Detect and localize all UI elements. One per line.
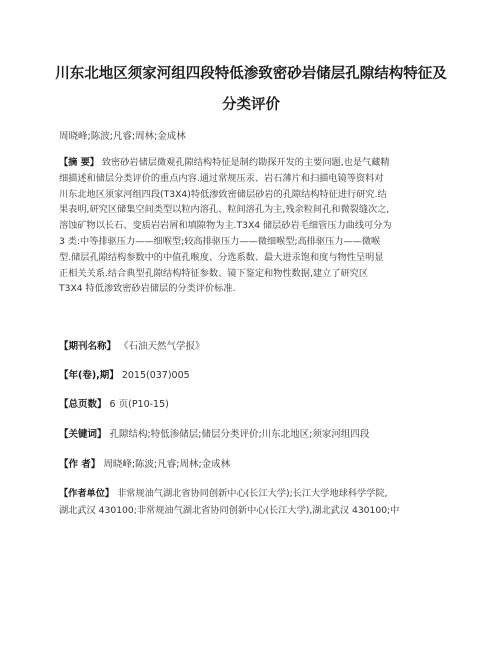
author-row [59,456,445,470]
keywords-label: 【关键词】 [59,429,107,440]
pages-label: 【总页数】 [59,399,107,410]
affiliation-text: 非常规油气湖北省协同创新中心(长江大学);长江大学地球科学学院, [117,488,388,499]
pages-row [59,396,445,410]
abstract-line: 溶蚀矿物以长石、变质岩岩屑和填隙物为主.T3X4 储层砂岩毛细管压力曲线可分为 [59,220,392,232]
author-label: 【作 者】 [59,459,101,470]
abstract-line: T3X4 特低渗致密砂岩储层的分类评价标准. [59,283,236,295]
title-line-2: 分类评价 [222,97,280,113]
affiliation-line [59,485,445,502]
abstract-line: 川东北地区须家河组四段(T3X4)特低渗致密储层砂岩的孔隙结构特征进行研究.结 [59,188,387,200]
abstract-line: 型.储层孔隙结构参数中的中值孔喉度、分选系数、最大进汞饱和度与物性呈明显 [59,251,384,263]
year-volume-value: 2015(037)005 [121,370,190,381]
title-line-1: 川东北地区须家河组四段特低渗致密砂岩储层孔隙结构特征及 [55,66,447,82]
abstract-line: 3 类:中等排驱压力——细喉型;较高排驱压力——微细喉型;高排驱压力——微喉 [59,235,381,247]
authors-line: 周晓峰;陈波;凡睿;周林;金成林 [59,131,186,142]
abstract-text: 致密砂岩储层微观孔隙结构特征是制约勘探开发的主要问题,也是气藏精 [101,157,390,168]
year-volume-row [59,367,445,381]
keywords-row [59,426,445,440]
year-volume-label: 【年(卷),期】 [59,370,119,381]
keywords-value: 孔隙结构;特低渗储层;储层分类评价;川东北地区;须家河组四段 [109,429,370,440]
abstract-block [59,155,445,297]
pages-value: 6 页(P10-15) [109,399,169,410]
affiliation-block [59,485,445,519]
affiliation-label: 【作者单位】 [59,488,115,499]
abstract-line [59,155,445,171]
journal-label: 【期刊名称】 [59,341,117,352]
journal-row [59,338,445,352]
abstract-line: 果表明,研究区储集空间类型以粒内溶孔、粒间溶孔为主,残余粒间孔和微裂缝次之, [59,204,390,216]
abstract-line: 细描述和储层分类评价的重点内容.通过常规压汞、岩石薄片和扫描电镜等资料对 [59,172,384,184]
abstract-line: 正相关关系.结合典型孔隙结构特征参数、镜下鉴定和物性数据,建立了研究区 [59,267,369,279]
abstract-label: 【摘 要】 [59,157,99,168]
journal-value: 《石油天然气学报》 [119,341,205,352]
affiliation-line: 湖北武汉 430100;非常规油气湖北省协同创新中心(长江大学),湖北武汉 430100;中 [59,505,400,516]
author-value: 周晓峰;陈波;凡睿;周林;金成林 [103,459,231,470]
